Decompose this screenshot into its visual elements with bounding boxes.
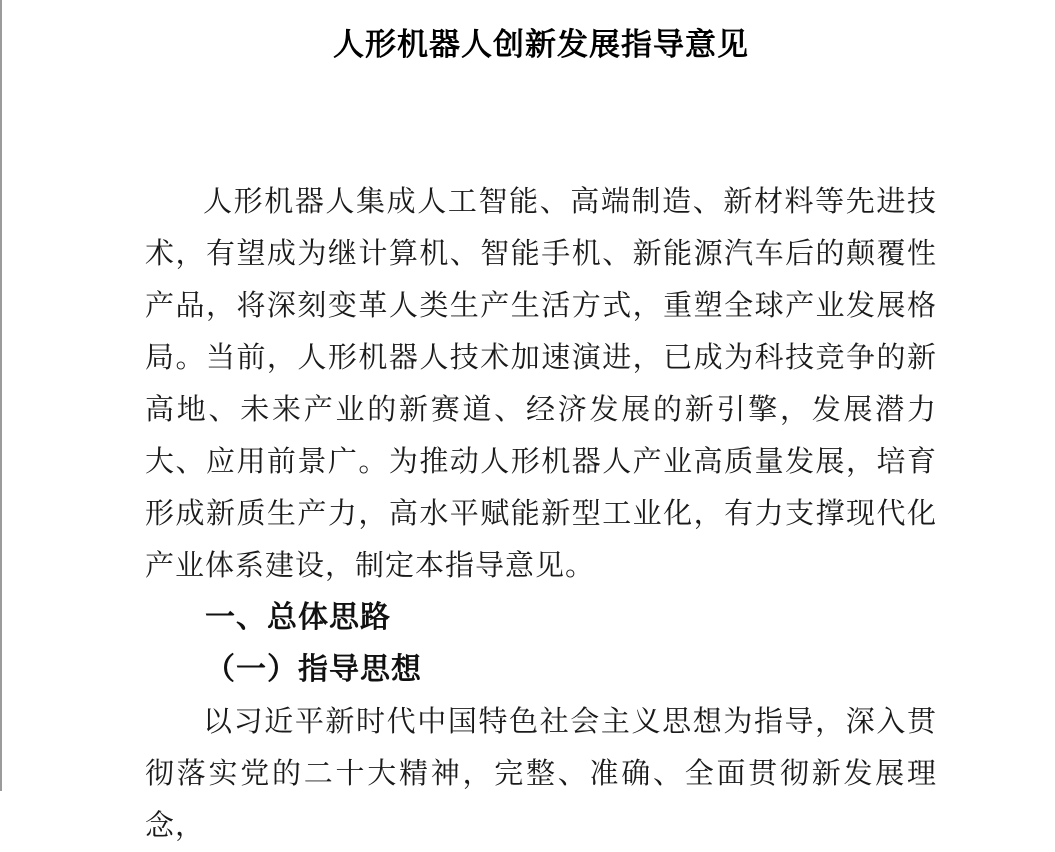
document-content: [2, 0, 1055, 842]
subsection-heading: （一）指导思想: [205, 653, 422, 686]
document-title: 人形机器人创新发展指导意见: [333, 27, 749, 62]
section-heading: 一、总体思路: [205, 601, 391, 634]
intro-paragraph: 人形机器人集成人工智能、高端制造、新材料等先进技术，有望成为继计算机、智能手机、新能源汽车后的颠覆性产品，将深刻变革人类生产生活方式，重塑全球产业发展格局。当前，人形机器人技术加速演进，已成为科技竞争的新高地、未来产业的新赛道、经济发展的新引擎，发展潜力大、应用前景广。为推动人形机器人产业高质量发展，培育形成新质生产力，高水平赋能新型工业化，有力支撑现代化产业体系建设，制定本指导意见。: [145, 186, 937, 582]
guiding-ideology-paragraph: 以习近平新时代中国特色社会主义思想为指导，深入贯彻落实党的二十大精神，完整、准确、全面贯彻新发展理念，: [145, 706, 937, 842]
